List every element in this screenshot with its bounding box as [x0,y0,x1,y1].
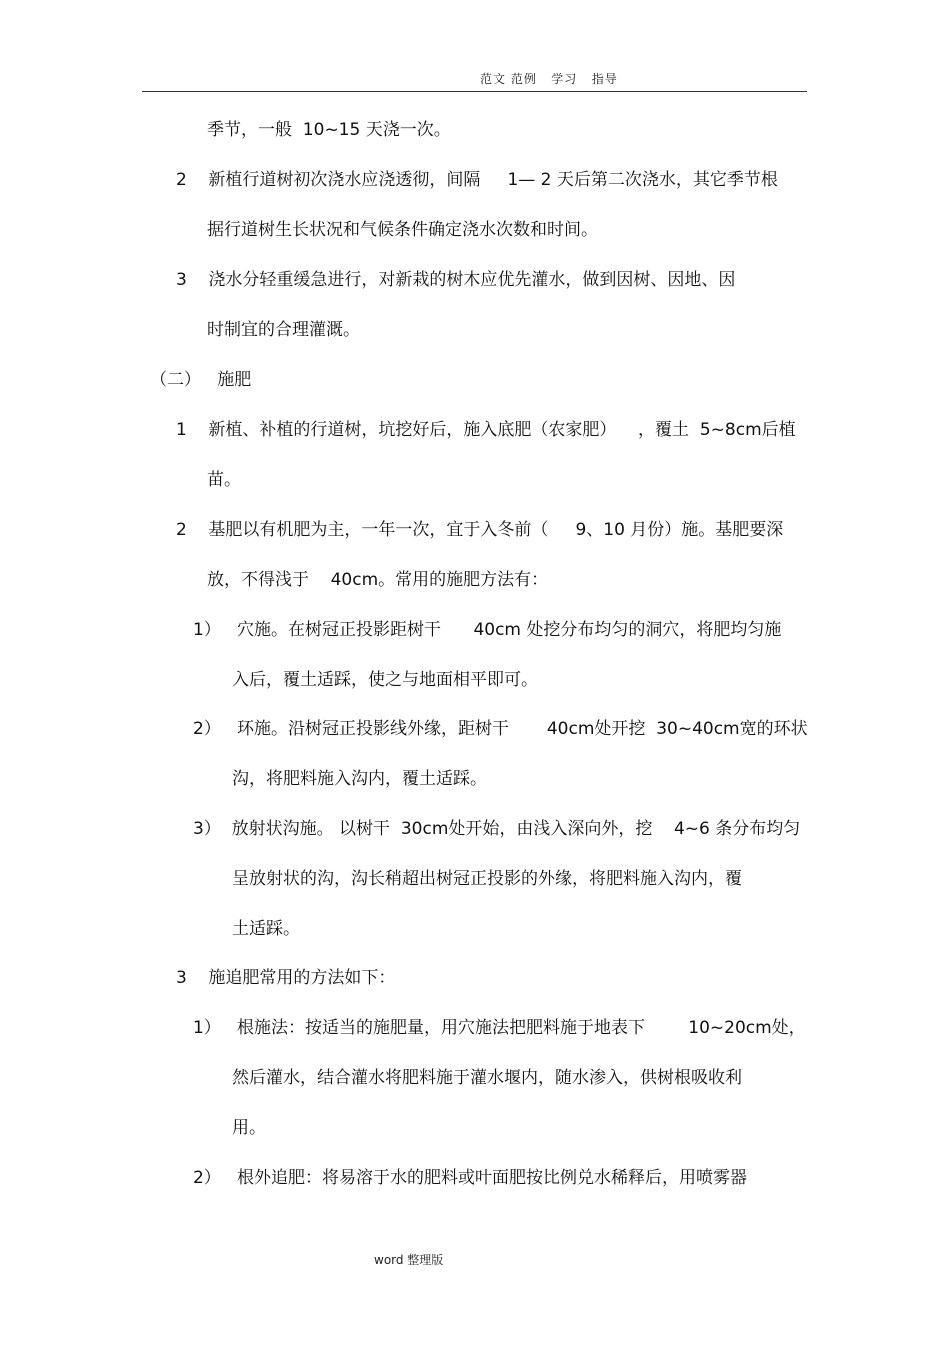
text-line: 呈放射状的沟，沟长稍超出树冠正投影的外缘，将肥料施入沟内，覆 [232,869,742,889]
text-line: 2） 环施。沿树冠正投影线外缘，距树干 40cm处开挖 30~40cm宽的环状 [193,719,808,739]
section-heading: （二） 施肥 [150,370,252,390]
text-line: 3 浇水分轻重缓急进行，对新栽的树木应优先灌水，做到因树、因地、因 [176,270,736,290]
text-line: 1） 根施法：按适当的施肥量，用穴施法把肥料施于地表下 10~20cm处， [193,1018,806,1038]
header-rule [142,91,807,92]
text-line: 据行道树生长状况和气候条件确定浇水次数和时间。 [207,220,598,240]
text-line: 放，不得浅于 40cm。常用的施肥方法有： [207,570,549,590]
text-line: 时制宜的合理灌溉。 [207,320,360,340]
text-line: 2） 根外追肥：将易溶于水的肥料或叶面肥按比例兑水稀释后，用喷雾器 [193,1168,748,1188]
text-line: 1 新植、补植的行道树，坑挖好后，施入底肥（农家肥） ，覆土 5~8cm后植 [176,420,796,440]
text-line: 3 施追肥常用的方法如下： [176,968,396,988]
text-line: 苗。 [207,470,241,490]
page-footer: word 整理版 [374,1253,444,1267]
text-line: 然后灌水，结合灌水将肥料施于灌水堰内，随水渗入，供树根吸收利 [232,1068,742,1088]
text-line: 2 新植行道树初次浇水应浇透彻，间隔 1— 2 天后第二次浇水，其它季节根 [176,170,778,190]
text-line: 土适踩。 [232,919,300,939]
text-line: 2 基肥以有机肥为主，一年一次，宜于入冬前（ 9、10 月份）施。基肥要深 [176,520,784,540]
text-line: 季节，一般 10~15 天浇一次。 [207,120,451,140]
text-line: 1） 穴施。在树冠正投影距树干 40cm 处挖分布均匀的洞穴，将肥均匀施 [193,620,782,640]
text-line: 沟，将肥料施入沟内，覆土适踩。 [232,769,487,789]
text-line: 入后，覆土适踩，使之与地面相平即可。 [232,670,538,690]
text-line: 用。 [232,1118,266,1138]
page-header: 范文 范例 学习 指导 [480,72,618,86]
text-line: 3） 放射状沟施。 以树干 30cm处开始，由浅入深向外，挖 4~6 条分布均匀 [193,819,801,839]
